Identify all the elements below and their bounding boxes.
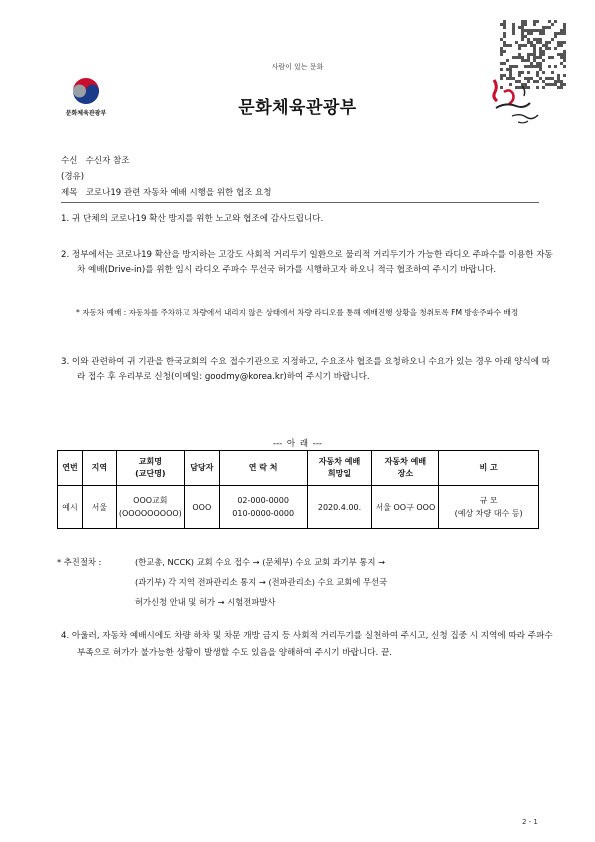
process-steps [57, 552, 539, 612]
paragraph-2: 2. 정부에서는 코로나19 확산을 방지하는 고강도 사회적 거리두기 일환으로 물리적 거리두기가 가능한 라디오 주파수를 이용한 자동차 예배(Drive-in)를 위한 임시 라디오 주파수 무선국 허가를 시행하고자 하오니 적극 협조하여 주시기 바랍니다. [61, 250, 553, 275]
taegeuk-icon [71, 76, 101, 106]
header-divider [61, 202, 539, 203]
header-cell: 연 락 처 [219, 451, 307, 486]
paragraph-4: 4. 아울러, 자동차 예배시에도 차량 하차 및 차문 개방 금지 등 사회적 거리두기를 실천하여 주시고, 신청 집중 시 지역에 따라 주파수 부족으로 허가가 불가능한 상황이 발생할 수도 있음을 양해하여 주시기 바랍니다. 끝. [61, 631, 553, 658]
header-cell: 연번 [58, 451, 83, 486]
steps-text-3: 허가신청 안내 및 허가 → 시험전파발사 [135, 597, 276, 607]
note-text: 자동차를 주차하고 차량에서 내리지 않은 상태에서 차량 라디오를 통해 예배진행 상황을 청취토록 FM 방송주파수 배정 [128, 308, 519, 317]
below-marker: --- 아 래 --- [273, 439, 322, 449]
paragraph-3: 3. 이와 관련하여 귀 기관을 한국교회의 수요 접수기관으로 지정하고, 수요조사 협조를 요청하오니 수요가 있는 경우 아래 양식에 따라 접수 후 우리부로 신청(이메일: goodmy@korea.kr)하여 주시기 바랍니다. [61, 357, 551, 382]
org-title: 문화체육관광부 [238, 98, 357, 118]
steps-text-1: (한교총, NCCK) 교회 수요 접수 → (문체부) 수요 교회 과기부 통지 → [135, 557, 386, 567]
table-cell: OOO교회 (OOOOOOOOO) [116, 486, 184, 529]
table-cell: 서울 [82, 486, 116, 529]
note-drive-in [76, 306, 595, 319]
recipient-value: 수신자 참조 [85, 156, 130, 166]
header-cell: 자동차 예배 희망일 [307, 451, 372, 486]
subject-line [61, 186, 271, 198]
note-label: * 자동차 예배 : [76, 308, 129, 317]
recipient-key: 수신 [61, 156, 78, 166]
application-table [57, 450, 539, 529]
logo-text: 문화체육관광부 [65, 110, 107, 117]
recipient-line [61, 154, 129, 166]
via-line: (경유) [61, 172, 85, 182]
steps-line-1 [57, 552, 539, 572]
table-cell: 예시 [58, 486, 83, 529]
table-row [58, 486, 539, 529]
header-cell: 지역 [82, 451, 116, 486]
page-number: 2 - 1 [522, 818, 538, 826]
header-cell: 교회명 (교단명) [116, 451, 184, 486]
motto: 사람이 있는 문화 [271, 63, 324, 71]
header-cell: 비 고 [439, 451, 539, 486]
steps-label: * 추진절차 : [57, 557, 102, 567]
table-cell: 2020.4.00. [307, 486, 372, 529]
header-cell: 자동차 예배 장소 [372, 451, 439, 486]
ministry-logo [52, 76, 120, 117]
table-cell: 02-000-0000 010-0000-0000 [219, 486, 307, 529]
table-cell: OOO [184, 486, 219, 529]
steps-text-2: (과기부) 각 지역 전파관리소 통지 → (전파관리소) 수요 교회에 무선국 [135, 577, 388, 587]
table-header-row [58, 451, 539, 486]
calligraphy-slogan-icon [482, 72, 548, 130]
subject-value: 코로나19 관련 자동차 예배 시행을 위한 협조 요청 [85, 188, 272, 198]
paragraph-1: 1. 귀 단체의 코로나19 확산 방지를 위한 노고와 협조에 감사드립니다. [61, 214, 324, 224]
table-cell: 규 모 (예상 차량 대수 등) [439, 486, 539, 529]
header-cell: 담당자 [184, 451, 219, 486]
table-cell: 서울 OO구 OOO [372, 486, 439, 529]
subject-key: 제목 [61, 188, 78, 198]
